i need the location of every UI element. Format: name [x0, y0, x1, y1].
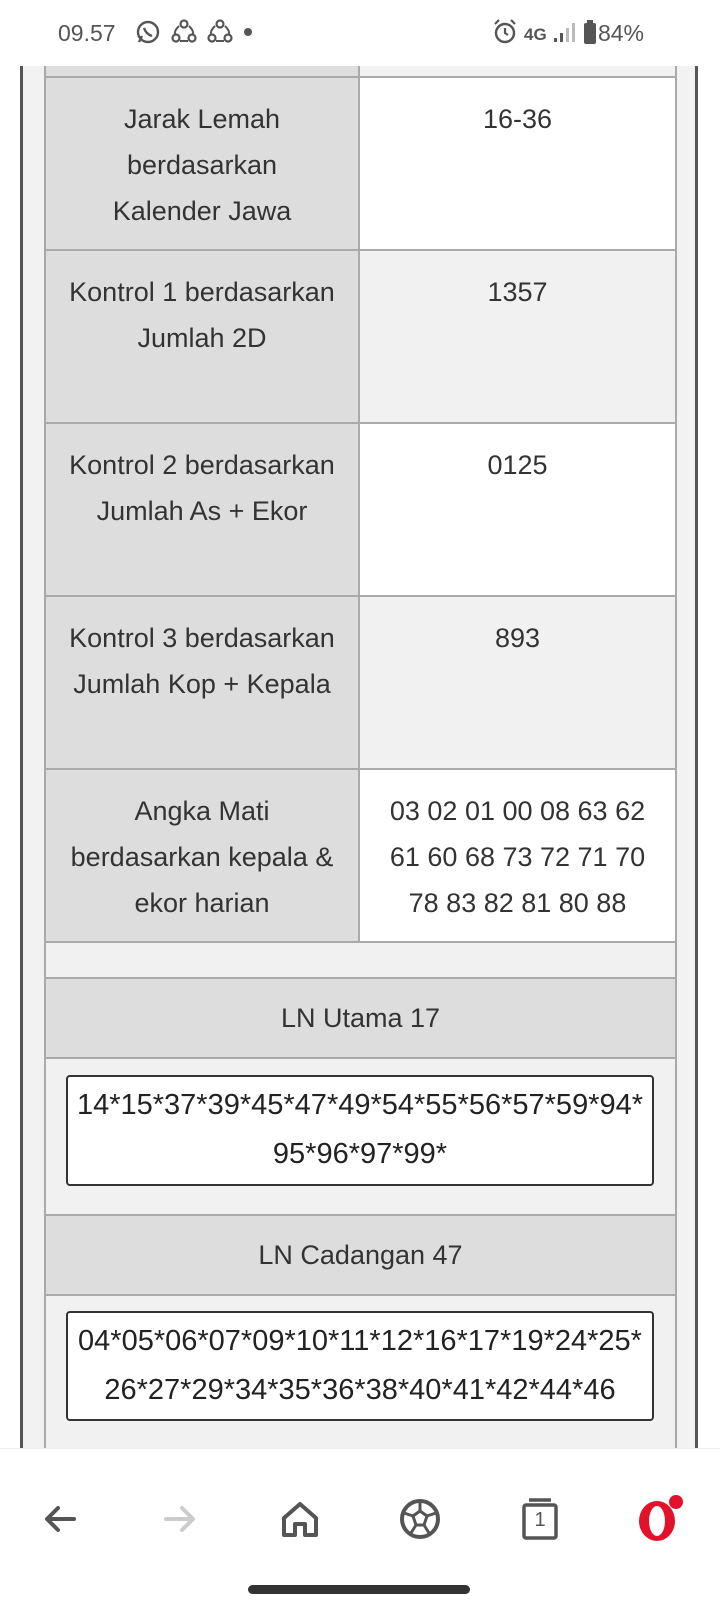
web-page[interactable]	[0, 66, 720, 1448]
soccer-ball-icon	[398, 1497, 442, 1541]
table-row-value: 03 02 01 00 08 63 62 61 60 68 73 72 71 70 78 83 82 81 80 88	[358, 768, 677, 943]
ln-utama-heading: LN Utama 17	[44, 977, 677, 1059]
ln-utama-row	[44, 1057, 677, 1216]
battery-percent: 84%	[597, 20, 644, 46]
system-icons	[492, 18, 597, 51]
forward-button[interactable]	[150, 1489, 210, 1549]
signal-icon	[553, 20, 577, 49]
share-icon	[206, 18, 234, 46]
status-bar	[0, 0, 720, 66]
tab-count: 1	[534, 1509, 546, 1531]
table-row-label: Kontrol 2 berdasarkan Jumlah As + Ekor	[44, 422, 360, 597]
forward-icon	[160, 1499, 200, 1539]
table-row-label: Kontrol 1 berdasarkan Jumlah 2D	[44, 249, 360, 424]
table-row-label: Angka Mati berdasarkan kepala & ekor harian	[44, 768, 360, 943]
dot-icon	[242, 18, 254, 46]
share-icon	[170, 18, 198, 46]
ln-cadangan-heading: LN Cadangan 47	[44, 1214, 677, 1296]
table-row-value: 893	[358, 595, 677, 770]
football-button[interactable]	[390, 1489, 450, 1549]
ln-utama-textbox[interactable]: 14*15*37*39*45*47*49*54*55*56*57*59*94*95*96*97*99*	[66, 1075, 654, 1186]
browser-bottom-bar	[0, 1448, 720, 1613]
ln-cadangan-row	[44, 1294, 677, 1448]
home-icon	[279, 1498, 321, 1540]
tabs-button[interactable]	[510, 1489, 570, 1549]
table-row-value: 16-36	[358, 76, 677, 251]
back-icon	[40, 1499, 80, 1539]
back-button[interactable]	[30, 1489, 90, 1549]
table-spacer	[44, 941, 677, 979]
home-indicator[interactable]	[248, 1585, 470, 1594]
whatsapp-icon	[134, 18, 162, 46]
status-time: 09.57	[58, 20, 116, 46]
ln-cadangan-textbox[interactable]: 04*05*06*07*09*10*11*12*16*17*19*24*25*26*27*29*34*35*36*38*40*41*42*44*46	[66, 1311, 654, 1421]
battery-icon	[583, 19, 597, 50]
home-button[interactable]	[270, 1489, 330, 1549]
table-row-label: Jarak Lemah berdasarkan Kalender Jawa	[44, 76, 360, 251]
table-row-value: 1357	[358, 249, 677, 424]
table-row-label: Kontrol 3 berdasarkan Jumlah Kop + Kepala	[44, 595, 360, 770]
alarm-icon	[492, 18, 518, 51]
network-type: 4G	[524, 24, 547, 44]
table-row-value: 0125	[358, 422, 677, 597]
opera-menu-button[interactable]	[630, 1489, 690, 1549]
notification-icons	[134, 18, 254, 46]
opera-icon	[635, 1494, 685, 1544]
